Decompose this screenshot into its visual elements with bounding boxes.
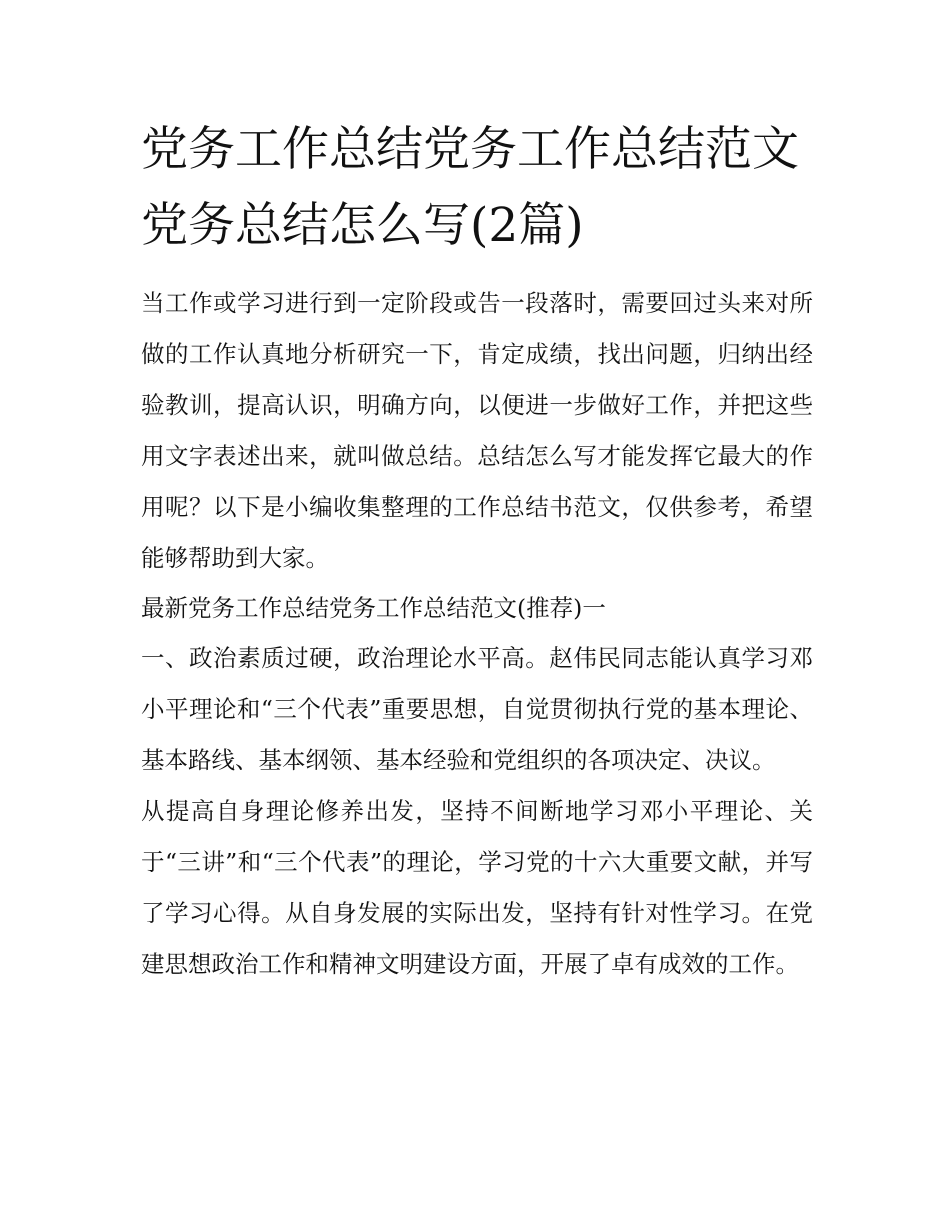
document-title: 党务工作总结党务工作总结范文 党务总结怎么写(2篇) [141,122,799,253]
body-paragraph-study: 从提高自身理论修养出发，坚持不间断地学习邓小平理论、关于“三讲”和“三个代表”的理论，学习党的十六大重要文献，并写了学习心得。从自身发展的实际出发，坚持有针对性学习。在党建思想政治工作和精神文明建设方面，开展了卓有成效的工作。 [141,797,813,978]
intro-paragraph: 当工作或学习进行到一定阶段或告一段落时，需要回过头来对所做的工作认真地分析研究一下，肯定成绩，找出问题，归纳出经验教训，提高认识，明确方向，以便进一步做好工作，并把这些用文字表述出来，就叫做总结。总结怎么写才能发挥它最大的作用呢？以下是小编收集整理的工作总结书范文，仅供参考，希望能够帮助到大家。 [141,289,813,572]
section-heading: 最新党务工作总结党务工作总结范文(推荐)一 [141,594,606,622]
document-body [141,112,813,990]
body-paragraph-political-quality: 一、政治素质过硬，政治理论水平高。赵伟民同志能认真学习邓小平理论和“三个代表”重要思想，自觉贯彻执行党的基本理论、基本路线、基本纲领、基本经验和党组织的各项决定、决议。 [141,644,813,774]
